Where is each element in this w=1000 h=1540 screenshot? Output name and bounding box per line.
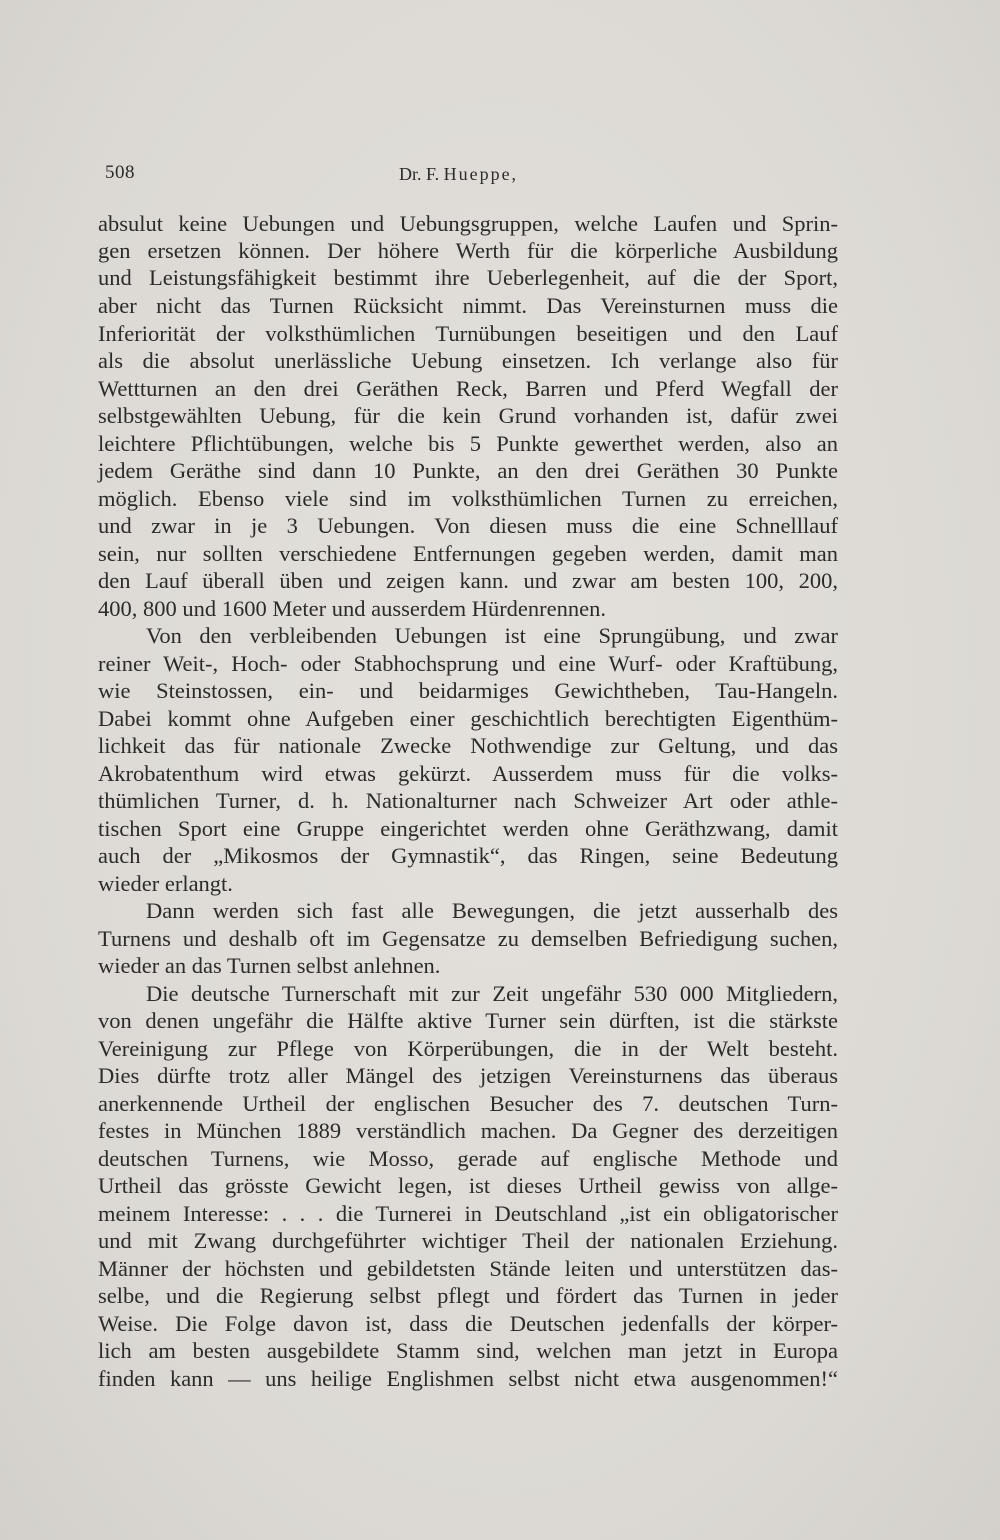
text-line: wie Steinstossen, ein- und beidarmiges Gewichtheben, Tau-Hangeln.: [98, 678, 838, 703]
text-line: Von den verbleibenden Uebungen ist eine Sprungübung, und zwar: [146, 623, 838, 648]
running-head: [399, 164, 518, 185]
text-line: thümlichen Turner, d. h. Nationalturner nach Schweizer Art oder athle-: [98, 788, 838, 813]
text-line: aber nicht das Turnen Rücksicht nimmt. Das Vereinsturnen muss die: [98, 293, 838, 318]
text-line: und Leistungsfähigkeit bestimmt ihre Ueberlegenheit, auf die der Sport,: [98, 265, 838, 290]
text-line: Akrobatenthum wird etwas gekürzt. Ausserdem muss für die volks-: [98, 761, 838, 786]
text-line: sein, nur sollten verschiedene Entfernungen gegeben werden, damit man: [98, 541, 838, 566]
text-line: selbstgewählten Uebung, für die kein Grund vorhanden ist, dafür zwei: [98, 403, 838, 428]
text-line: und zwar in je 3 Uebungen. Von diesen muss die eine Schnelllauf: [98, 513, 838, 538]
text-line: Dies dürfte trotz aller Mängel des jetzigen Vereinsturnens das überaus: [98, 1063, 838, 1088]
text-line: wieder erlangt.: [98, 871, 233, 896]
text-line: wieder an das Turnen selbst anlehnen.: [98, 953, 441, 978]
text-line: und mit Zwang durchgeführter wichtiger Theil der nationalen Erziehung.: [98, 1228, 838, 1253]
text-line: von denen ungefähr die Hälfte aktive Turner sein dürften, ist die stärkste: [98, 1008, 838, 1033]
author-prefix: Dr. F.: [399, 164, 440, 184]
text-line: 400, 800 und 1600 Meter und ausserdem Hürdenrennen.: [98, 596, 607, 621]
text-line: festes in München 1889 verständlich machen. Da Gegner des derzeitigen: [98, 1118, 838, 1143]
text-line: lich am besten ausgebildete Stamm sind, welchen man jetzt in Europa: [98, 1338, 838, 1363]
page-number: 508: [105, 162, 135, 183]
text-line: jedem Geräthe sind dann 10 Punkte, an den drei Geräthen 30 Punkte: [98, 458, 838, 483]
text-line: meinem Interesse: . . . die Turnerei in Deutschland „ist ein obligatorischer: [98, 1201, 838, 1226]
text-line: absulut keine Uebungen und Uebungsgruppen, welche Laufen und Sprin-: [98, 211, 838, 236]
text-line: leichtere Pflichtübungen, welche bis 5 Punkte gewerthet werden, also an: [98, 431, 838, 456]
text-line: als die absolut unerlässliche Uebung einsetzen. Ich verlange also für: [98, 348, 838, 373]
author-name: Hueppe,: [443, 164, 519, 184]
text-line: reiner Weit-, Hoch- oder Stabhochsprung und eine Wurf- oder Kraftübung,: [98, 651, 838, 676]
text-line: Wettturnen an den drei Geräthen Reck, Barren und Pferd Wegfall der: [98, 376, 838, 401]
text-line: selbe, und die Regierung selbst pflegt und fördert das Turnen in jeder: [98, 1283, 838, 1308]
text-line: Weise. Die Folge davon ist, dass die Deutschen jedenfalls der körper-: [98, 1311, 838, 1336]
page-header: [105, 162, 845, 192]
text-line: den Lauf überall üben und zeigen kann. und zwar am besten 100, 200,: [98, 568, 838, 593]
text-line: Die deutsche Turnerschaft mit zur Zeit ungefähr 530 000 Mitgliedern,: [146, 981, 838, 1006]
text-line: Inferiorität der volksthümlichen Turnübungen beseitigen und den Lauf: [98, 321, 838, 346]
text-line: finden kann — uns heilige Englishmen selbst nicht etwa ausgenommen!“: [98, 1366, 838, 1391]
text-line: Männer der höchsten und gebildetsten Stände leiten und unterstützen das-: [98, 1256, 838, 1281]
text-line: Turnens und deshalb oft im Gegensatze zu demselben Befriedigung suchen,: [98, 926, 838, 951]
text-line: Dabei kommt ohne Aufgeben einer geschichtlich berechtigten Eigenthüm-: [98, 706, 838, 731]
text-line: möglich. Ebenso viele sind im volksthümlichen Turnen zu erreichen,: [98, 486, 838, 511]
text-line: tischen Sport eine Gruppe eingerichtet werden ohne Geräthzwang, damit: [98, 816, 838, 841]
text-line: anerkennende Urtheil der englischen Besucher des 7. deutschen Turn-: [98, 1091, 838, 1116]
text-line: deutschen Turnens, wie Mosso, gerade auf englische Methode und: [98, 1146, 838, 1171]
text-line: Dann werden sich fast alle Bewegungen, die jetzt ausserhalb des: [146, 898, 838, 923]
text-line: Urtheil das grösste Gewicht legen, ist dieses Urtheil gewiss von allge-: [98, 1173, 838, 1198]
text-line: Vereinigung zur Pflege von Körperübungen, die in der Welt besteht.: [98, 1036, 838, 1061]
text-line: lichkeit das für nationale Zwecke Nothwendige zur Geltung, und das: [98, 733, 838, 758]
text-line: gen ersetzen können. Der höhere Werth für die körperliche Ausbildung: [98, 238, 838, 263]
text-line: auch der „Mikosmos der Gymnastik“, das Ringen, seine Bedeutung: [98, 843, 838, 868]
